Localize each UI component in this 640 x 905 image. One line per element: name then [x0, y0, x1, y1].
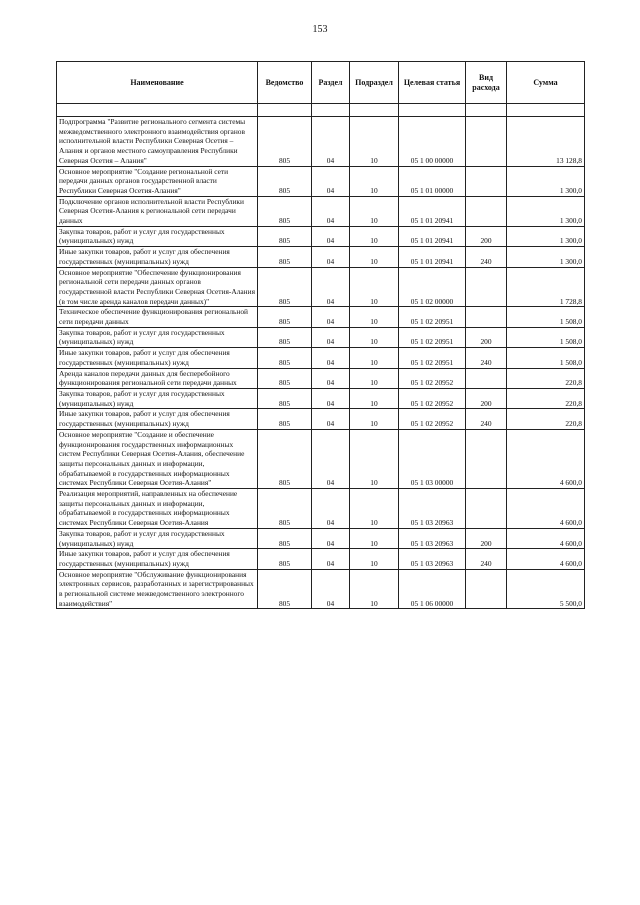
row-name: Закупка товаров, работ и услуг для государственных (муниципальных) нужд [57, 327, 258, 347]
row-subsection: 10 [350, 549, 399, 569]
row-subsection: 10 [350, 368, 399, 388]
row-section: 04 [312, 117, 350, 167]
row-section: 04 [312, 368, 350, 388]
header-dept: Ведомство [258, 62, 312, 104]
table-row [57, 267, 585, 307]
row-section: 04 [312, 226, 350, 246]
row-section: 04 [312, 569, 350, 609]
row-section: 04 [312, 388, 350, 408]
row-amount: 1 508,0 [507, 327, 585, 347]
table-row [57, 409, 585, 429]
table-row [57, 327, 585, 347]
header-expense-type: Вид расхода [466, 62, 507, 104]
row-subsection: 10 [350, 226, 399, 246]
row-type [466, 117, 507, 167]
row-section: 04 [312, 348, 350, 368]
header-name: Наименование [57, 62, 258, 104]
header-section: Раздел [312, 62, 350, 104]
row-dept: 805 [258, 267, 312, 307]
row-target: 05 1 01 00000 [399, 166, 466, 196]
row-dept: 805 [258, 388, 312, 408]
row-name: Основное мероприятие "Обслуживание функционирования электронных сервисов, разработанных и зарегистрированных в региональной системе межведомственного электронного взаимодействия" [57, 569, 258, 609]
row-name: Закупка товаров, работ и услуг для государственных (муниципальных) нужд [57, 388, 258, 408]
row-subsection: 10 [350, 569, 399, 609]
row-amount: 220,8 [507, 388, 585, 408]
row-target: 05 1 02 20952 [399, 368, 466, 388]
row-subsection: 10 [350, 429, 399, 488]
row-name: Реализация мероприятий, направленных на обеспечение защиты персональных данных и информации, обрабатываемой в государственных информационных системах Республики Северная Осетия-Алания [57, 489, 258, 529]
row-dept: 805 [258, 409, 312, 429]
row-name: Техническое обеспечение функционирования региональной сети передачи данных [57, 307, 258, 327]
row-subsection: 10 [350, 247, 399, 267]
row-target: 05 1 02 20952 [399, 409, 466, 429]
row-section: 04 [312, 489, 350, 529]
row-target: 05 1 01 20941 [399, 226, 466, 246]
row-amount: 220,8 [507, 368, 585, 388]
row-amount: 1 508,0 [507, 348, 585, 368]
row-dept: 805 [258, 166, 312, 196]
row-target: 05 1 03 20963 [399, 528, 466, 548]
row-target: 05 1 03 20963 [399, 489, 466, 529]
row-type [466, 307, 507, 327]
row-type: 200 [466, 327, 507, 347]
row-section: 04 [312, 247, 350, 267]
row-type: 200 [466, 226, 507, 246]
row-type [466, 166, 507, 196]
row-amount: 4 600,0 [507, 429, 585, 488]
row-target: 05 1 00 00000 [399, 117, 466, 167]
row-name: Основное мероприятие "Создание региональной сети передачи данных органов государственной власти Республики Северная Осетия-Алания" [57, 166, 258, 196]
row-subsection: 10 [350, 327, 399, 347]
row-amount: 4 600,0 [507, 489, 585, 529]
header-subsection: Подраздел [350, 62, 399, 104]
row-type: 200 [466, 528, 507, 548]
row-dept: 805 [258, 348, 312, 368]
row-subsection: 10 [350, 166, 399, 196]
row-type: 240 [466, 348, 507, 368]
row-target: 05 1 02 20951 [399, 327, 466, 347]
table-row [57, 489, 585, 529]
row-section: 04 [312, 409, 350, 429]
spacer-row [57, 104, 585, 117]
table-row [57, 368, 585, 388]
row-target: 05 1 02 20951 [399, 307, 466, 327]
row-name: Иные закупки товаров, работ и услуг для обеспечения государственных (муниципальных) нужд [57, 247, 258, 267]
row-name: Основное мероприятие "Обеспечение функционирования региональной сети передачи данных органов государственной власти Республики Северная Осетия-Алания (в том числе аренда каналов передачи данных)" [57, 267, 258, 307]
row-type: 240 [466, 409, 507, 429]
row-target: 05 1 01 20941 [399, 196, 466, 226]
row-target: 05 1 03 20963 [399, 549, 466, 569]
header-amount: Сумма [507, 62, 585, 104]
row-type [466, 489, 507, 529]
row-amount: 1 300,0 [507, 247, 585, 267]
row-amount: 4 600,0 [507, 549, 585, 569]
row-amount: 4 600,0 [507, 528, 585, 548]
row-target: 05 1 06 00000 [399, 569, 466, 609]
table-row [57, 166, 585, 196]
row-subsection: 10 [350, 307, 399, 327]
row-type [466, 569, 507, 609]
table-row [57, 226, 585, 246]
row-name: Подпрограмма "Развитие регионального сегмента системы межведомственного электронного взаимодействия органов исполнительной власти Республики Северная Осетия – Алания и органов местного самоуправления Республики Северная Осетия – Алания" [57, 117, 258, 167]
row-type [466, 429, 507, 488]
row-section: 04 [312, 549, 350, 569]
row-target: 05 1 02 00000 [399, 267, 466, 307]
row-target: 05 1 01 20941 [399, 247, 466, 267]
page-number: 153 [312, 24, 328, 35]
row-type [466, 196, 507, 226]
row-dept: 805 [258, 307, 312, 327]
header-target: Целевая статья [399, 62, 466, 104]
row-subsection: 10 [350, 528, 399, 548]
table-row [57, 388, 585, 408]
table-row [57, 549, 585, 569]
table-row [57, 307, 585, 327]
row-target: 05 1 03 00000 [399, 429, 466, 488]
row-name: Подключение органов исполнительной власти Республики Северная Осетия-Алания к региональной сети передачи данных [57, 196, 258, 226]
table-row [57, 196, 585, 226]
row-amount: 220,8 [507, 409, 585, 429]
row-section: 04 [312, 327, 350, 347]
row-name: Аренда каналов передачи данных для бесперебойного функционирования региональной сети передачи данных [57, 368, 258, 388]
row-dept: 805 [258, 528, 312, 548]
row-dept: 805 [258, 489, 312, 529]
row-subsection: 10 [350, 409, 399, 429]
row-dept: 805 [258, 549, 312, 569]
row-dept: 805 [258, 569, 312, 609]
table-row [57, 247, 585, 267]
row-section: 04 [312, 528, 350, 548]
row-subsection: 10 [350, 388, 399, 408]
row-name: Иные закупки товаров, работ и услуг для обеспечения государственных (муниципальных) нужд [57, 348, 258, 368]
row-subsection: 10 [350, 489, 399, 529]
row-dept: 805 [258, 117, 312, 167]
row-type [466, 267, 507, 307]
row-target: 05 1 02 20951 [399, 348, 466, 368]
row-amount: 1 300,0 [507, 166, 585, 196]
row-section: 04 [312, 307, 350, 327]
row-type [466, 368, 507, 388]
row-name: Иные закупки товаров, работ и услуг для обеспечения государственных (муниципальных) нужд [57, 409, 258, 429]
row-amount: 5 500,0 [507, 569, 585, 609]
row-name: Иные закупки товаров, работ и услуг для обеспечения государственных (муниципальных) нужд [57, 549, 258, 569]
row-type: 200 [466, 388, 507, 408]
table-row [57, 429, 585, 488]
row-subsection: 10 [350, 196, 399, 226]
row-target: 05 1 02 20952 [399, 388, 466, 408]
table-row [57, 348, 585, 368]
table-row [57, 117, 585, 167]
row-section: 04 [312, 429, 350, 488]
row-type: 240 [466, 247, 507, 267]
row-amount: 1 300,0 [507, 226, 585, 246]
budget-table [56, 61, 585, 609]
row-dept: 805 [258, 226, 312, 246]
row-amount: 1 508,0 [507, 307, 585, 327]
row-dept: 805 [258, 368, 312, 388]
row-amount: 1 300,0 [507, 196, 585, 226]
row-subsection: 10 [350, 348, 399, 368]
row-section: 04 [312, 196, 350, 226]
row-section: 04 [312, 267, 350, 307]
row-dept: 805 [258, 429, 312, 488]
row-name: Закупка товаров, работ и услуг для государственных (муниципальных) нужд [57, 528, 258, 548]
row-amount: 13 128,8 [507, 117, 585, 167]
row-section: 04 [312, 166, 350, 196]
row-type: 240 [466, 549, 507, 569]
row-name: Закупка товаров, работ и услуг для государственных (муниципальных) нужд [57, 226, 258, 246]
row-dept: 805 [258, 247, 312, 267]
row-subsection: 10 [350, 267, 399, 307]
row-amount: 1 728,8 [507, 267, 585, 307]
header-row [57, 62, 585, 104]
row-dept: 805 [258, 196, 312, 226]
table-row [57, 569, 585, 609]
row-dept: 805 [258, 327, 312, 347]
table-row [57, 528, 585, 548]
row-subsection: 10 [350, 117, 399, 167]
row-name: Основное мероприятие "Создание и обеспечение функционирования государственных информационных систем Республики Северная Осетия-Алания, обеспечение защиты персональных данных и информации, обрабатываемой в государственных информационных системах Республики Северная Осетия-Алания" [57, 429, 258, 488]
